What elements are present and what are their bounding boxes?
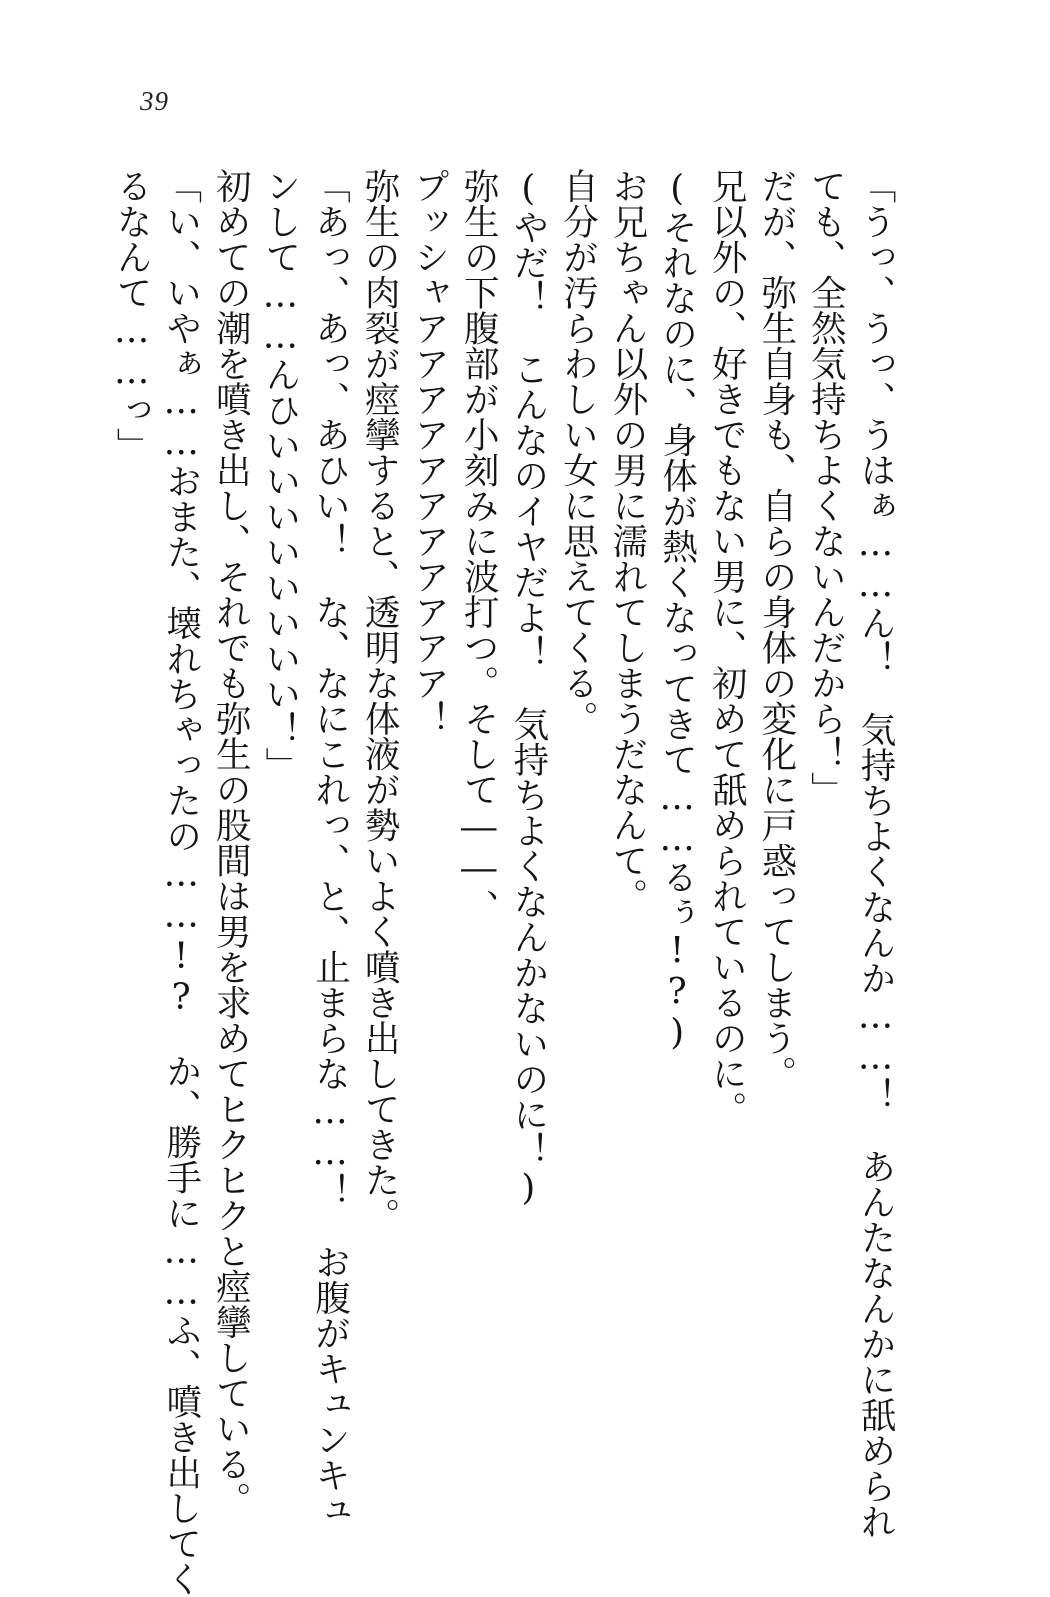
text-line: 兄以外の、好きでもない男に、初めて舐められているのに。 xyxy=(706,168,748,1127)
text-line: 弥生の肉裂が痙攣すると、透明な体液が勢いよく噴き出してきた。 xyxy=(359,168,401,1233)
text-line: ンして……んひいいいいいいいい！」 xyxy=(259,168,301,783)
text-line: 弥生の下腹部が小刻みに波打つ。そして――、 xyxy=(458,168,500,925)
text-line: 「あっ、あっ、あひい！ な、なにこれっ、と、止まらな……！ お腹がキュンキュ xyxy=(309,168,351,1528)
text-line: ても、全然気持ちよくないんだから！」 xyxy=(805,168,847,807)
text-line: お兄ちゃん以外の男に濡れてしまうだなんて。 xyxy=(607,168,649,914)
text-line: だが、弥生自身も、自らの身体の変化に戸惑ってしまう。 xyxy=(755,168,797,1091)
text-line: 初めての潮を噴き出し、それでも弥生の股間は男を求めてヒクヒクと痙攣している。 xyxy=(210,168,252,1517)
text-line: プッシャアアアアアアアアアアア！ xyxy=(408,168,450,736)
text-line: (やだ！ こんなのイヤだよ！ 気持ちよくなんかないのに！) xyxy=(507,168,549,1209)
page-number: 39 xyxy=(140,86,169,116)
text-line: (それなのに、身体が熱くなってきて……るぅ!?) xyxy=(656,168,698,1053)
text-line: 自分が汚らわしい女に思えてくる。 xyxy=(557,168,599,736)
text-line: 「うっ、うっ、うはぁ……ん！ 気持ちよくなんか……！ あんたなんかに舐められ xyxy=(855,168,896,1539)
text-line: 「い、いやぁ……おまた、壊れちゃったの……!? か、勝手に……ふ、噴き出してく xyxy=(160,168,202,1597)
vertical-text-block xyxy=(111,168,900,1597)
text-line: るなんて……っ」 xyxy=(111,168,153,463)
